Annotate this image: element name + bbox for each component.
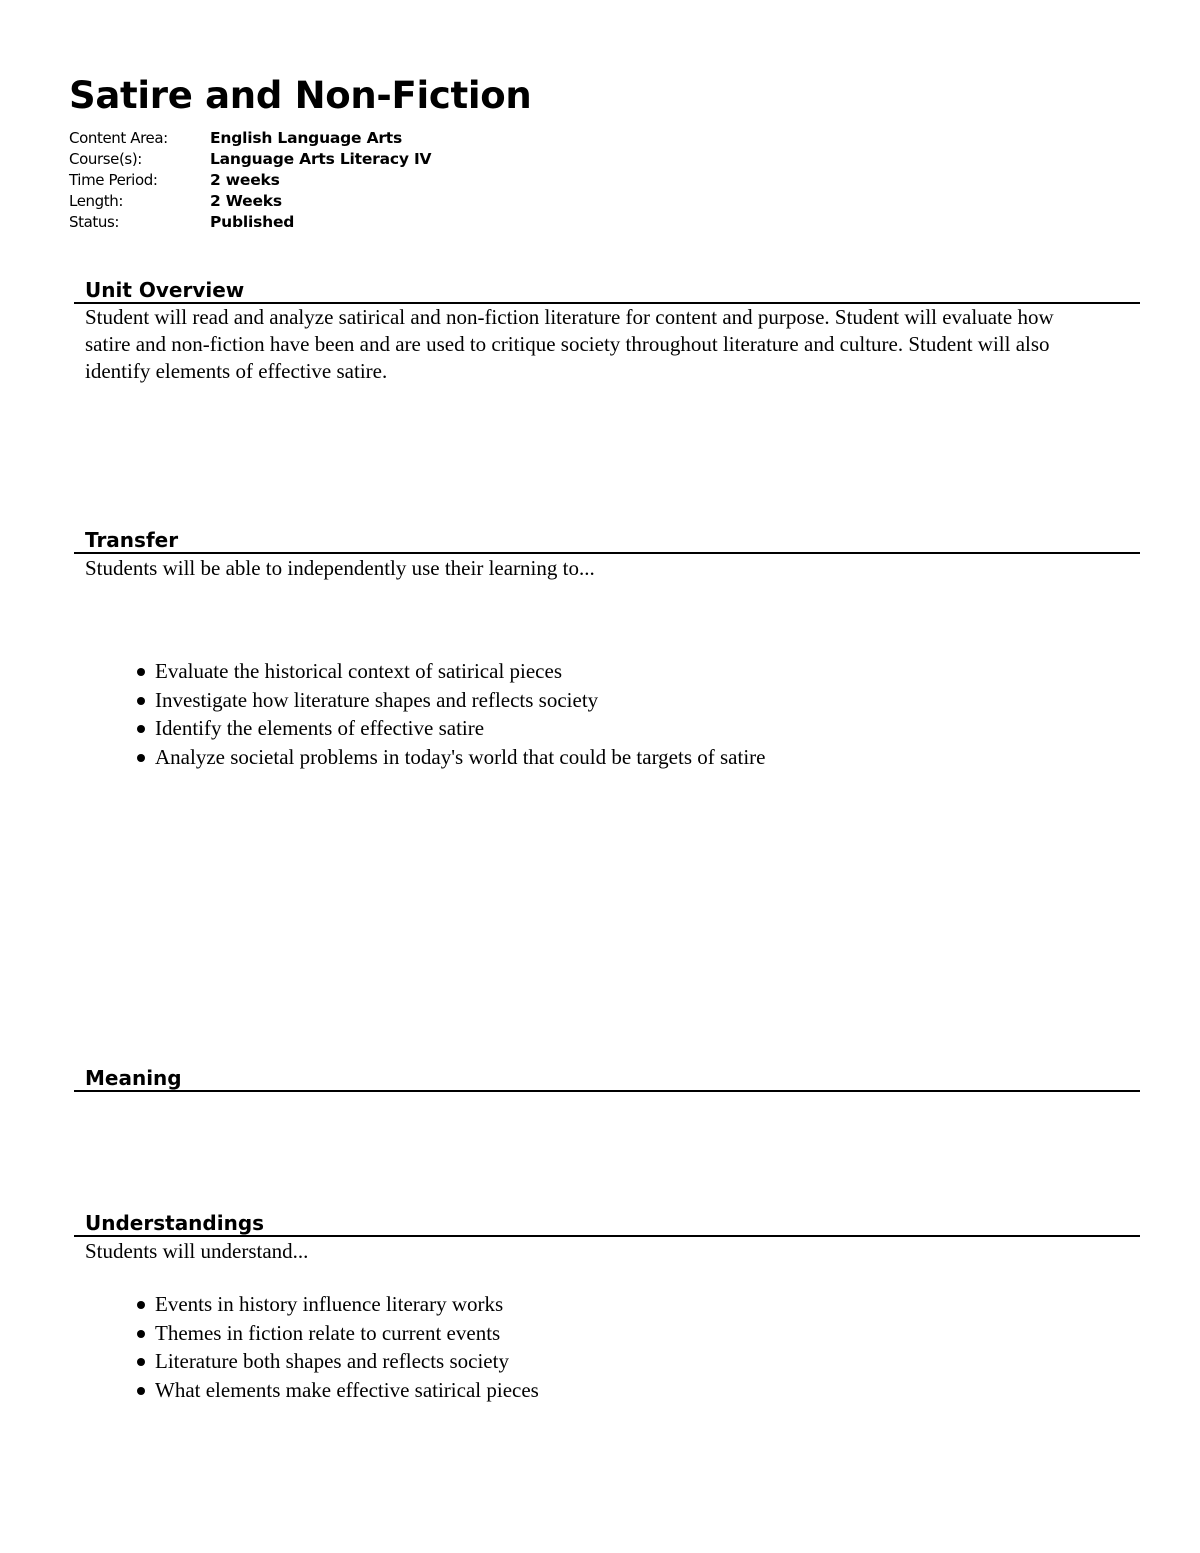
meta-label: Content Area:	[69, 129, 168, 147]
section-heading-label: Transfer	[85, 528, 179, 552]
list-item	[85, 1290, 539, 1319]
bullet-icon	[137, 754, 145, 762]
list-item-text: Literature both shapes and reflects society	[155, 1349, 509, 1374]
section-heading-understandings	[74, 1207, 1140, 1237]
meta-value: Published	[210, 213, 295, 231]
bullet-icon	[137, 1358, 145, 1366]
bullet-icon	[137, 697, 145, 705]
meta-value: English Language Arts	[210, 129, 403, 147]
meta-row-status	[69, 212, 431, 233]
list-item	[85, 1319, 539, 1348]
meta-label: Time Period:	[69, 171, 158, 189]
list-item-text: What elements make effective satirical pieces	[155, 1378, 539, 1403]
understandings-list	[85, 1290, 539, 1405]
list-item	[85, 686, 765, 715]
transfer-intro: Students will be able to independently use their learning to...	[85, 556, 595, 580]
list-item-text: Themes in fiction relate to current events	[155, 1320, 501, 1345]
list-item-text: Evaluate the historical context of satirical pieces	[155, 659, 562, 683]
list-item	[85, 657, 765, 686]
meta-label: Status:	[69, 213, 120, 231]
section-heading-unit-overview	[74, 274, 1140, 304]
meta-row-time-period	[69, 170, 431, 191]
understandings-intro: Students will understand...	[85, 1239, 309, 1263]
bullet-icon	[137, 725, 145, 733]
list-item-text: Events in history influence literary works	[155, 1292, 504, 1316]
list-item	[85, 743, 765, 772]
meta-value: Language Arts Literacy IV	[210, 150, 432, 168]
bullet-icon	[137, 1387, 145, 1395]
meta-row-length	[69, 191, 431, 212]
meta-value: 2 weeks	[210, 171, 280, 189]
list-item-text: Investigate how literature shapes and reflects society	[155, 687, 599, 712]
list-item-text: Analyze societal problems in today's world that could be targets of satire	[155, 745, 766, 770]
page-title: Satire and Non-Fiction	[69, 74, 532, 117]
meta-value: 2 Weeks	[210, 192, 282, 210]
meta-label: Course(s):	[69, 150, 142, 168]
bullet-icon	[137, 1330, 145, 1338]
meta-row-courses	[69, 149, 431, 170]
section-heading-transfer	[74, 524, 1140, 554]
unit-metadata	[69, 128, 431, 233]
list-item	[85, 1376, 539, 1405]
list-item-text: Identify the elements of effective satire	[155, 716, 485, 741]
meta-row-content-area	[69, 128, 431, 149]
section-heading-label: Unit Overview	[85, 278, 245, 302]
list-item	[85, 714, 765, 743]
bullet-icon	[137, 668, 145, 676]
section-heading-label: Meaning	[85, 1066, 182, 1090]
section-heading-label: Understandings	[85, 1211, 265, 1235]
section-heading-meaning	[74, 1062, 1140, 1092]
list-item	[85, 1347, 539, 1376]
transfer-list	[85, 657, 765, 772]
unit-overview-text: Student will read and analyze satirical and non-fiction literature for content and purpose. Student will evaluate how satire and non-fiction have been and are used to critique society throughout literature and culture. Student will also identify elements of effective satire.	[85, 305, 1054, 383]
bullet-icon	[137, 1301, 145, 1309]
meta-label: Length:	[69, 192, 123, 210]
